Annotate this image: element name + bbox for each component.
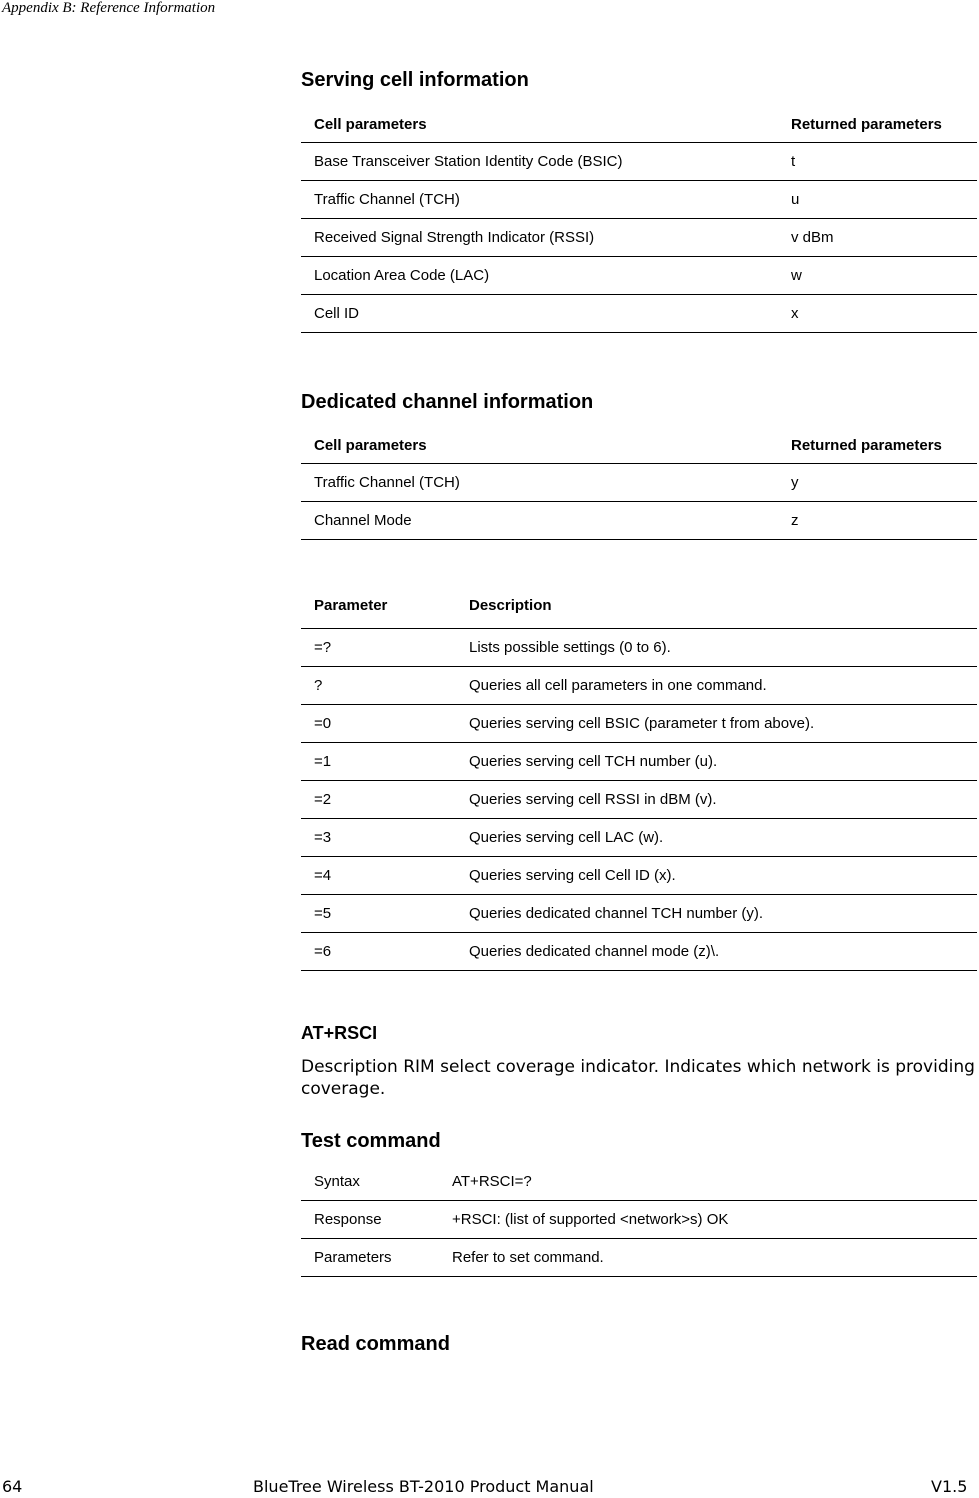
table-cell: Traffic Channel (TCH) bbox=[314, 191, 460, 208]
table-cell: z bbox=[791, 512, 799, 529]
serving-cell-title: Serving cell information bbox=[301, 69, 529, 91]
table-header bbox=[301, 425, 977, 464]
table-cell: =6 bbox=[314, 943, 332, 960]
table-cell: Base Transceiver Station Identity Code (BSIC) bbox=[314, 153, 623, 170]
table-row bbox=[301, 1239, 977, 1277]
table-cell: Queries serving cell RSSI in dBM (v). bbox=[469, 791, 717, 808]
table-cell: Syntax bbox=[314, 1173, 360, 1190]
table-row bbox=[301, 781, 977, 819]
table-row bbox=[301, 295, 977, 333]
table-cell: +RSCI: (list of supported <network>s) OK bbox=[452, 1211, 729, 1228]
parameters-table bbox=[301, 586, 977, 971]
table-row bbox=[301, 743, 977, 781]
table-row bbox=[301, 143, 977, 181]
page-footer bbox=[0, 1478, 979, 1498]
table-cell: =4 bbox=[314, 867, 332, 884]
table-cell: v dBm bbox=[791, 229, 834, 246]
table-row bbox=[301, 705, 977, 743]
page-number: 64 bbox=[2, 1477, 23, 1496]
table-row bbox=[301, 895, 977, 933]
column-header: Cell parameters bbox=[314, 437, 427, 454]
column-header: Description bbox=[469, 597, 552, 614]
table-row bbox=[301, 181, 977, 219]
read-command-title: Read command bbox=[301, 1333, 450, 1355]
table-cell: u bbox=[791, 191, 800, 208]
serving-cell-table bbox=[301, 104, 977, 333]
table-header bbox=[301, 104, 977, 143]
table-cell: t bbox=[791, 153, 796, 170]
table-row bbox=[301, 1201, 977, 1239]
table-row bbox=[301, 464, 977, 502]
table-cell: Queries all cell parameters in one command. bbox=[469, 677, 767, 694]
table-cell: =? bbox=[314, 639, 332, 656]
table-row bbox=[301, 219, 977, 257]
table-cell: AT+RSCI=? bbox=[452, 1173, 532, 1190]
manual-title: BlueTree Wireless BT-2010 Product Manual bbox=[253, 1477, 594, 1496]
column-header: Parameter bbox=[314, 597, 388, 614]
table-cell: Channel Mode bbox=[314, 512, 412, 529]
table-cell: Location Area Code (LAC) bbox=[314, 267, 490, 284]
table-cell: w bbox=[791, 267, 802, 284]
table-cell: y bbox=[791, 474, 799, 491]
dedicated-channel-title: Dedicated channel information bbox=[301, 391, 594, 413]
table-cell: Queries dedicated channel TCH number (y). bbox=[469, 905, 764, 922]
table-cell: Received Signal Strength Indicator (RSSI) bbox=[314, 229, 595, 246]
at-rsci-title: AT+RSCI bbox=[301, 1023, 378, 1043]
running-header: Appendix B: Reference Information bbox=[2, 0, 216, 16]
table-header bbox=[301, 586, 977, 629]
table-cell: x bbox=[791, 305, 799, 322]
table-cell: Queries serving cell LAC (w). bbox=[469, 829, 664, 846]
table-row bbox=[301, 933, 977, 971]
table-cell: Queries serving cell Cell ID (x). bbox=[469, 867, 676, 884]
table-cell: Parameters bbox=[314, 1249, 392, 1266]
table-cell: Queries serving cell BSIC (parameter t from above). bbox=[469, 715, 815, 732]
table-row bbox=[301, 819, 977, 857]
column-header: Returned parameters bbox=[791, 437, 942, 454]
dedicated-channel-table bbox=[301, 425, 977, 540]
table-cell: =5 bbox=[314, 905, 332, 922]
table-row bbox=[301, 257, 977, 295]
table-cell: =2 bbox=[314, 791, 332, 808]
table-row bbox=[301, 629, 977, 667]
version-label: V1.5 bbox=[931, 1477, 968, 1496]
test-command-title: Test command bbox=[301, 1130, 441, 1152]
table-cell: Cell ID bbox=[314, 305, 360, 322]
table-cell: =1 bbox=[314, 753, 332, 770]
column-header: Returned parameters bbox=[791, 116, 942, 133]
table-cell: Queries serving cell TCH number (u). bbox=[469, 753, 718, 770]
table-cell: Traffic Channel (TCH) bbox=[314, 474, 460, 491]
table-cell: Lists possible settings (0 to 6). bbox=[469, 639, 671, 656]
table-cell: =3 bbox=[314, 829, 332, 846]
table-row bbox=[301, 1163, 977, 1201]
table-cell: Refer to set command. bbox=[452, 1249, 604, 1266]
table-row bbox=[301, 502, 977, 540]
table-cell: ? bbox=[314, 677, 323, 694]
table-row bbox=[301, 667, 977, 705]
column-header: Cell parameters bbox=[314, 116, 427, 133]
test-command-table bbox=[301, 1163, 977, 1277]
at-rsci-description: Description RIM select coverage indicator. Indicates which network is providing coverage. bbox=[301, 1057, 975, 1099]
table-cell: Queries dedicated channel mode (z)\. bbox=[469, 943, 720, 960]
table-cell: Response bbox=[314, 1211, 382, 1228]
table-row bbox=[301, 857, 977, 895]
table-cell: =0 bbox=[314, 715, 332, 732]
